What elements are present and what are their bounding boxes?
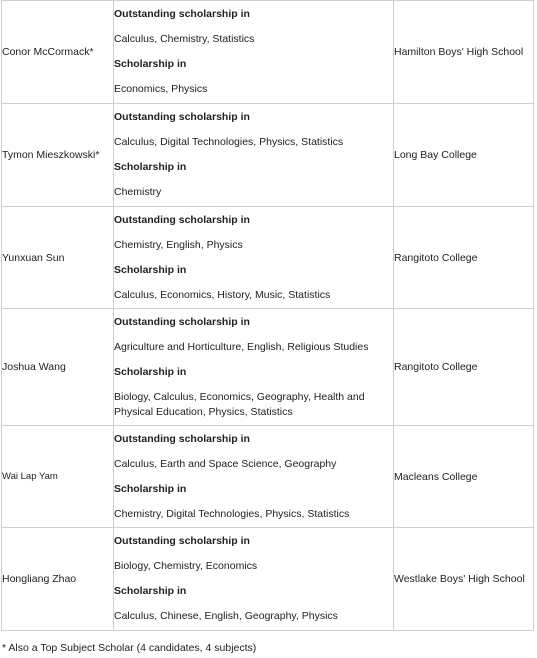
school-name: Macleans College — [394, 426, 534, 528]
scholar-name: Hongliang Zhao — [2, 528, 114, 631]
footnote: * Also a Top Subject Scholar (4 candidates, 4 subjects) — [2, 642, 257, 654]
outstanding-heading: Outstanding scholarship in — [114, 432, 250, 445]
subjects-cell — [114, 104, 394, 207]
school-name: Long Bay College — [394, 104, 534, 207]
table-row — [2, 426, 534, 528]
table-row — [2, 528, 534, 631]
scholars-table — [1, 0, 534, 631]
outstanding-subjects: Calculus, Earth and Space Science, Geography — [114, 457, 337, 470]
table-row — [2, 207, 534, 309]
scholarship-heading: Scholarship in — [114, 585, 187, 597]
scholarship-subjects: Biology, Calculus, Economics, Geography, Health and Physical Education, Physics, Statistics — [114, 390, 365, 418]
outstanding-heading: Outstanding scholarship in — [114, 111, 250, 123]
scholarship-heading: Scholarship in — [114, 263, 187, 276]
scholarship-subjects: Calculus, Chinese, English, Geography, Physics — [114, 610, 338, 622]
school-name: Rangitoto College — [394, 309, 534, 426]
table-row — [2, 1, 534, 104]
scholarship-subjects: Chemistry, Digital Technologies, Physics, Statistics — [114, 507, 350, 520]
outstanding-heading: Outstanding scholarship in — [114, 213, 250, 226]
scholarship-subjects: Calculus, Economics, History, Music, Statistics — [114, 288, 331, 301]
outstanding-heading: Outstanding scholarship in — [114, 535, 250, 547]
outstanding-subjects: Agriculture and Horticulture, English, Religious Studies — [114, 340, 369, 353]
subjects-cell — [114, 309, 394, 426]
scholarship-heading: Scholarship in — [114, 482, 187, 495]
school-name: Hamilton Boys' High School — [394, 1, 534, 104]
table-row — [2, 104, 534, 207]
subjects-cell — [114, 426, 394, 528]
outstanding-subjects: Calculus, Chemistry, Statistics — [114, 33, 255, 45]
outstanding-subjects: Calculus, Digital Technologies, Physics, Statistics — [114, 136, 344, 148]
scholar-name: Joshua Wang — [2, 309, 114, 426]
scholar-name: Yunxuan Sun — [2, 207, 114, 309]
subjects-cell — [114, 528, 394, 631]
scholar-name: Conor McCormack* — [2, 1, 114, 104]
outstanding-subjects: Biology, Chemistry, Economics — [114, 560, 258, 572]
school-name: Rangitoto College — [394, 207, 534, 309]
outstanding-heading: Outstanding scholarship in — [114, 8, 250, 20]
outstanding-subjects: Chemistry, English, Physics — [114, 238, 243, 251]
scholar-name: Tymon Mieszkowski* — [2, 104, 114, 207]
scholarship-subjects: Chemistry — [114, 186, 162, 198]
school-name: Westlake Boys' High School — [394, 528, 534, 631]
subjects-cell — [114, 1, 394, 104]
scholar-name: Wai Lap Yam — [2, 426, 114, 528]
subjects-cell — [114, 207, 394, 309]
scholarship-subjects: Economics, Physics — [114, 83, 208, 95]
outstanding-heading: Outstanding scholarship in — [114, 315, 250, 328]
scholarship-heading: Scholarship in — [114, 365, 187, 378]
scholarship-heading: Scholarship in — [114, 58, 187, 70]
scholarship-heading: Scholarship in — [114, 161, 187, 173]
table-row — [2, 309, 534, 426]
